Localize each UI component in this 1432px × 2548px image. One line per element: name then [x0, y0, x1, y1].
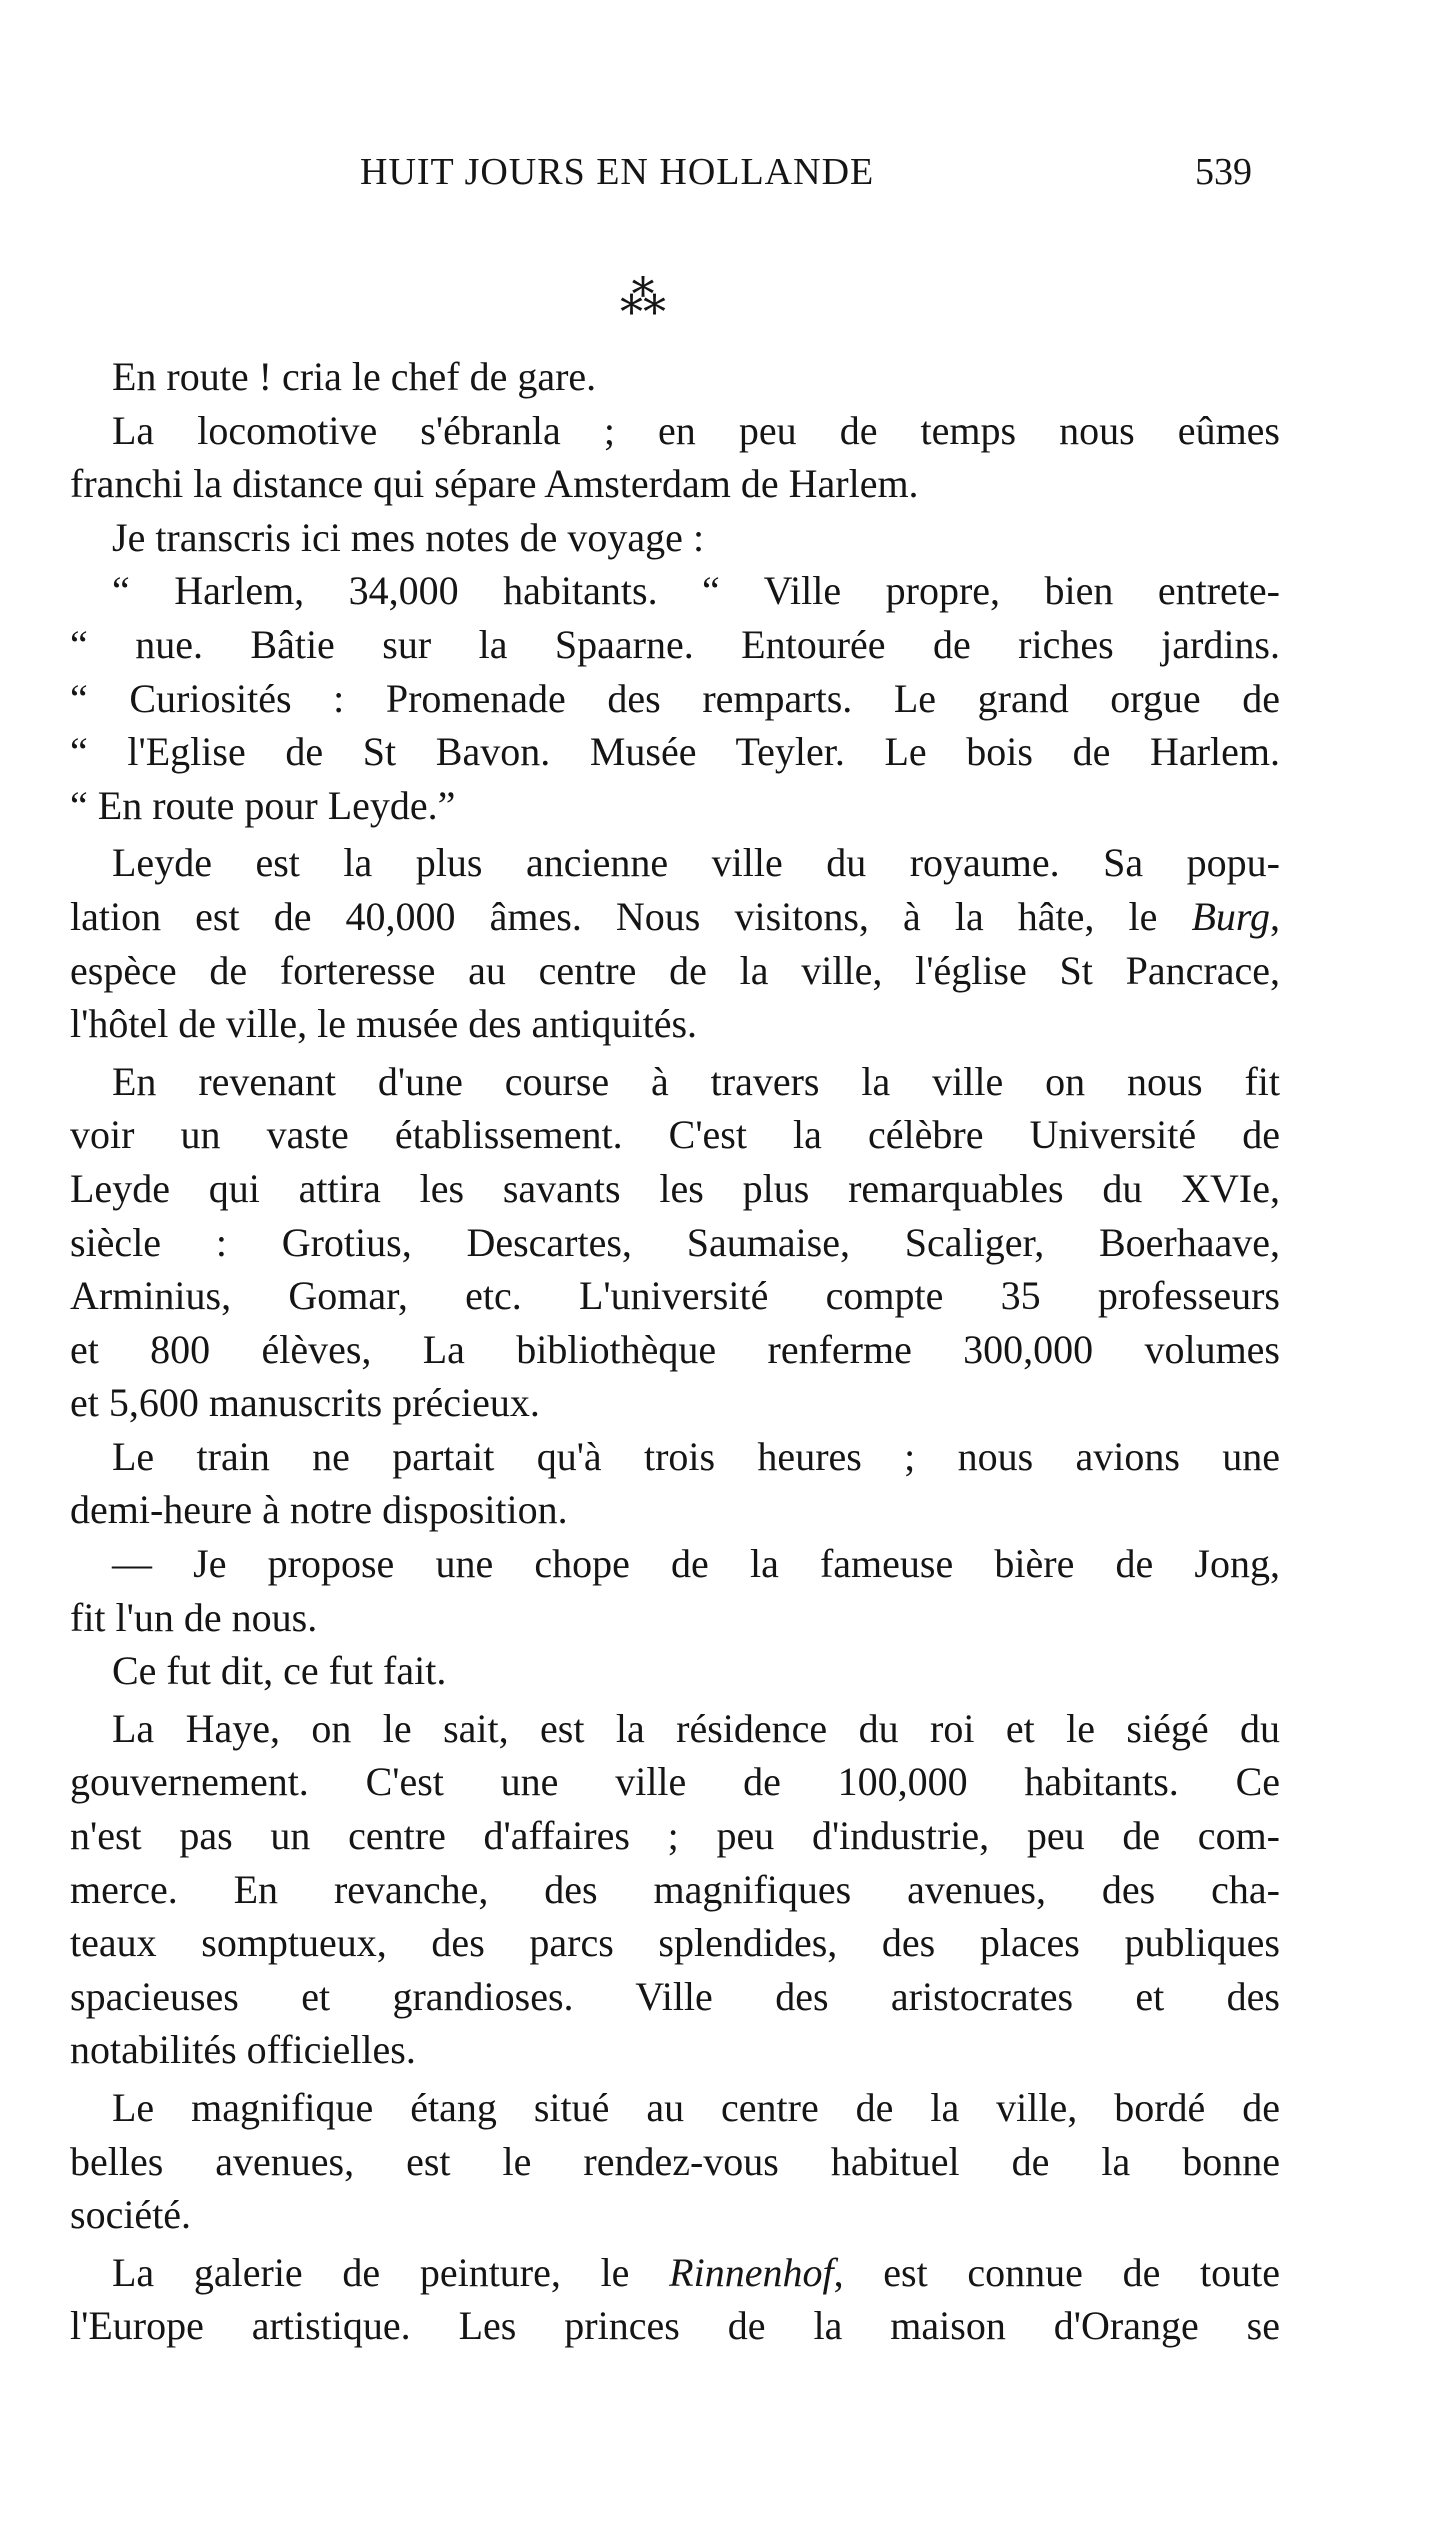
text-segment: ,	[1270, 893, 1280, 939]
text-line: “ En route pour Leyde.”	[70, 782, 456, 828]
page-header	[0, 150, 1432, 210]
text-line: teaux somptueux, des parcs splendides, des places publiques	[70, 1920, 1280, 1966]
text-line: “ Harlem, 34,000 habitants. “ Ville propre, bien entrete-	[112, 568, 1280, 614]
text-line: Leyde est la plus ancienne ville du royaume. Sa popu-	[112, 840, 1280, 886]
text-line: Le train ne partait qu'à trois heures ; nous avions une	[112, 1433, 1280, 1479]
page-number: 539	[1195, 151, 1252, 193]
text-segment: La galerie de peinture, le	[112, 2249, 670, 2295]
text-line: fit l'un de nous.	[70, 1594, 318, 1640]
section-asterism: ⁂	[620, 272, 668, 323]
text-line: La Haye, on le sait, est la résidence du roi et le siégé du	[112, 1705, 1280, 1751]
text-line: voir un vaste établissement. C'est la célèbre Université de	[70, 1112, 1280, 1158]
text-line: “ Curiosités : Promenade des remparts. Le grand orgue de	[70, 675, 1280, 721]
text-line: et 5,600 manuscrits précieux.	[70, 1380, 540, 1426]
text-line: En route ! cria le chef de gare.	[112, 354, 597, 399]
text-line: espèce de forteresse au centre de la ville, l'église St Pancrace,	[70, 947, 1280, 993]
text-line	[70, 2246, 1280, 2300]
text-line: l'Europe artistique. Les princes de la maison d'Orange se	[70, 2303, 1280, 2349]
text-line: “ l'Eglise de St Bavon. Musée Teyler. Le bois de Harlem.	[70, 729, 1280, 775]
text-line: Le magnifique étang situé au centre de la ville, bordé de	[112, 2085, 1280, 2130]
text-line: Ce fut dit, ce fut fait.	[112, 1648, 447, 1694]
text-line: gouvernement. C'est une ville de 100,000 habitants. Ce	[70, 1759, 1280, 1805]
text-line: Leyde qui attira les savants les plus remarquables du XVIe,	[70, 1165, 1280, 1211]
text-line: et 800 élèves, La bibliothèque renferme 300,000 volumes	[70, 1326, 1280, 1372]
text-segment: lation est de 40,000 âmes. Nous visitons, à la hâte, le	[70, 893, 1192, 939]
text-line: belles avenues, est le rendez-vous habituel de la bonne	[70, 2138, 1280, 2184]
italic-term-rinnenhof: Rinnenhof	[669, 2249, 834, 2295]
text-line: spacieuses et grandioses. Ville des aristocrates et des	[70, 1973, 1280, 2019]
text-line: Arminius, Gomar, etc. L'université compte 35 professeurs	[70, 1273, 1280, 1319]
text-line: notabilités officielles.	[70, 2027, 416, 2073]
body-text	[70, 350, 1280, 2353]
text-line: l'hôtel de ville, le musée des antiquités.	[70, 1001, 698, 1047]
text-line: merce. En revanche, des magnifiques avenues, des cha-	[70, 1866, 1280, 1912]
running-title: HUIT JOURS EN HOLLANDE	[360, 151, 875, 193]
text-line: “ nue. Bâtie sur la Spaarne. Entourée de riches jardins.	[70, 621, 1280, 667]
text-line: siècle : Grotius, Descartes, Saumaise, Scaliger, Boerhaave,	[70, 1219, 1280, 1265]
text-line: Je transcris ici mes notes de voyage :	[112, 514, 705, 560]
text-line: n'est pas un centre d'affaires ; peu d'industrie, peu de com-	[70, 1813, 1280, 1859]
text-line: En revenant d'une course à travers la ville on nous fit	[112, 1058, 1280, 1104]
text-line: société.	[70, 2192, 192, 2238]
italic-term-burg: Burg	[1191, 893, 1270, 939]
text-line	[70, 890, 1280, 944]
text-line: franchi la distance qui sépare Amsterdam de Harlem.	[70, 461, 919, 507]
text-line: demi-heure à notre disposition.	[70, 1487, 568, 1533]
text-segment: , est connue de toute	[833, 2249, 1281, 2295]
text-line: — Je propose une chope de la fameuse bière de Jong,	[112, 1541, 1280, 1587]
text-line: La locomotive s'ébranla ; en peu de temps nous eûmes	[112, 407, 1280, 453]
